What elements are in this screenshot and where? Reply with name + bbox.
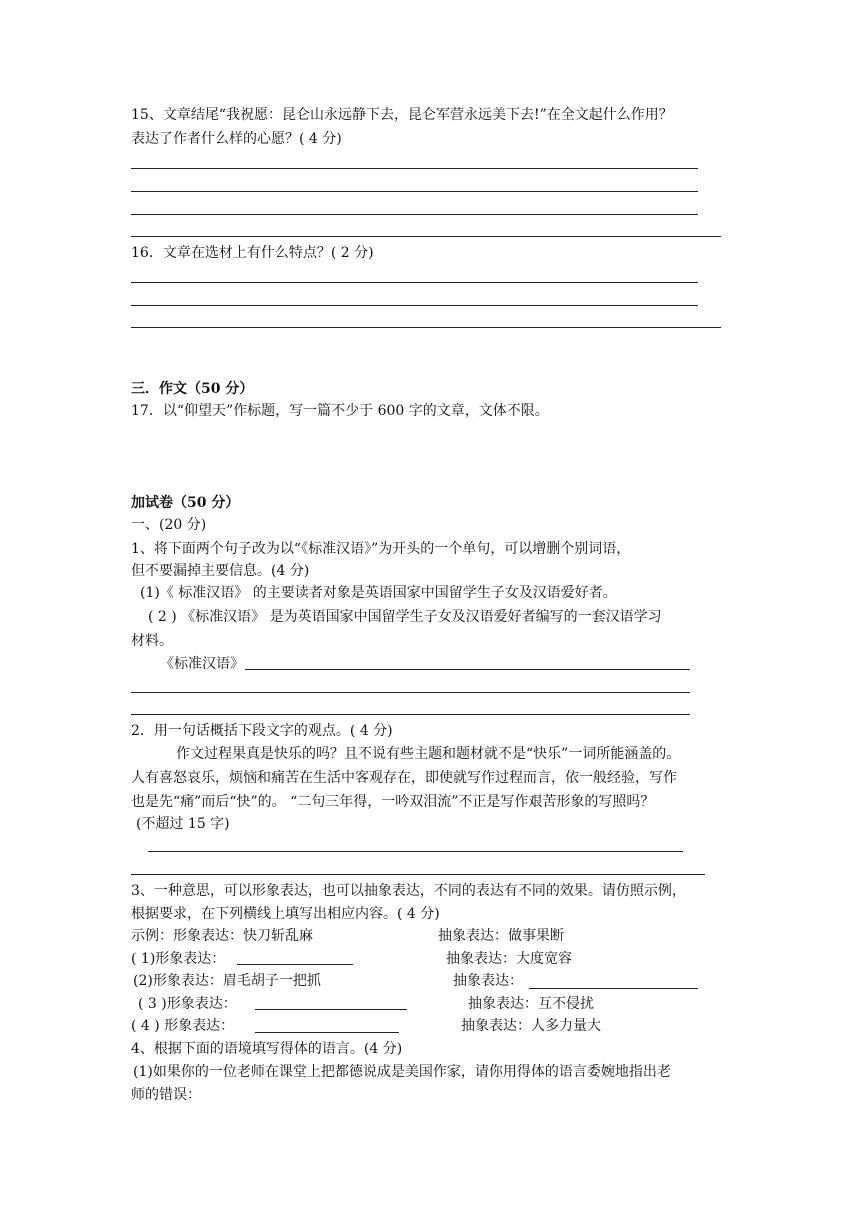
q1-answer-prefix: 《标准汉语》 [160, 656, 244, 672]
fill-blank[interactable] [255, 1032, 399, 1033]
section3-heading: 三．作文（50 分） [131, 381, 254, 397]
q3-item2-left: (2)形象表达：眉毛胡子一把抓 [133, 973, 321, 989]
q2-para-line3: 也是先“痛”而后“快”的。 “二句三年得，一吟双泪流”不正是写作艰苦形象的写照吗？ [131, 794, 655, 810]
answer-line[interactable] [131, 327, 721, 328]
q15-line2: 表达了作者什么样的心愿？( 4 分) [131, 131, 342, 147]
answer-line[interactable] [131, 214, 698, 215]
answer-line[interactable] [131, 305, 698, 306]
answer-line[interactable] [245, 669, 690, 670]
q3-item1-right: 抽象表达：大度宽容 [446, 951, 572, 967]
q1-line1: 1、将下面两个句子改为以“《标准汉语》”为开头的一个单句，可以增删个别词语， [131, 541, 631, 557]
extra-heading: 加试卷（50 分） [131, 495, 240, 511]
q3-item3-left: ( 3 )形象表达： [138, 996, 237, 1012]
answer-line[interactable] [131, 236, 721, 237]
answer-line[interactable] [131, 191, 698, 192]
part1-label: 一、(20 分) [131, 517, 207, 533]
q3-example-left: 示例：形象表达：快刀斩乱麻 [131, 928, 313, 944]
q17-text: 17．以“仰望天”作标题，写一篇不少于 600 字的文章，文体不限。 [131, 403, 549, 419]
answer-line[interactable] [131, 714, 690, 715]
answer-line[interactable] [131, 168, 698, 169]
q3-example-right: 抽象表达：做事果断 [438, 928, 564, 944]
q4-sub1-line1: (1)如果你的一位老师在课堂上把都德说成是美国作家，请你用得体的语言委婉地指出老 [133, 1064, 671, 1080]
answer-line[interactable] [148, 851, 683, 852]
q3-line1: 3、一种意思，可以形象表达，也可以抽象表达，不同的表达有不同的效果。请仿照示例， [131, 883, 686, 899]
q3-item3-right: 抽象表达：互不侵扰 [468, 996, 594, 1012]
q1-sentence1: (1)《 标准汉语》 的主要读者对象是英语国家中国留学生子女及汉语爱好者。 [140, 585, 617, 601]
q4-sub1-line2: 师的错误： [131, 1087, 201, 1103]
answer-line[interactable] [131, 874, 705, 875]
q3-item4-left: ( 4 ) 形象表达： [131, 1018, 235, 1034]
q1-sentence2a: ( 2 ) 《标准汉语》 是为英语国家中国留学生子女及汉语爱好者编写的一套汉语学习 [148, 609, 662, 625]
q16-text: 16．文章在选材上有什么特点？( 2 分) [131, 245, 374, 261]
answer-line[interactable] [131, 692, 690, 693]
q15-line1: 15、文章结尾“我祝愿：昆仑山永远静下去，昆仑军营永远美下去!”在全文起什么作用？ [131, 107, 673, 123]
q3-item2-right: 抽象表达： [453, 973, 523, 989]
q2-limit: (不超过 15 字) [136, 816, 230, 832]
q1-sentence2b: 材料。 [131, 633, 173, 649]
answer-line[interactable] [131, 282, 698, 283]
q2-head: 2．用一句话概括下段文字的观点。( 4 分) [131, 723, 393, 739]
q2-para-line2: 人有喜怒哀乐，烦恼和痛苦在生活中客观存在，即使就写作过程而言，依一般经验，写作 [131, 770, 677, 786]
q3-line2: 根据要求，在下列横线上填写出相应内容。( 4 分) [131, 906, 440, 922]
fill-blank[interactable] [237, 964, 353, 965]
fill-blank[interactable] [529, 988, 698, 989]
q3-item1-left: ( 1)形象表达： [131, 951, 226, 967]
q1-line2: 但不要漏掉主要信息。(4 分) [131, 563, 310, 579]
fill-blank[interactable] [255, 1009, 407, 1010]
q4-head: 4、根据下面的语境填写得体的语言。(4 分) [131, 1041, 403, 1057]
q2-para-line1: 作文过程果真是快乐的吗？且不说有些主题和题材就不是“快乐”一词所能涵盖的。 [176, 746, 681, 762]
q3-item4-right: 抽象表达：人多力量大 [461, 1018, 601, 1034]
